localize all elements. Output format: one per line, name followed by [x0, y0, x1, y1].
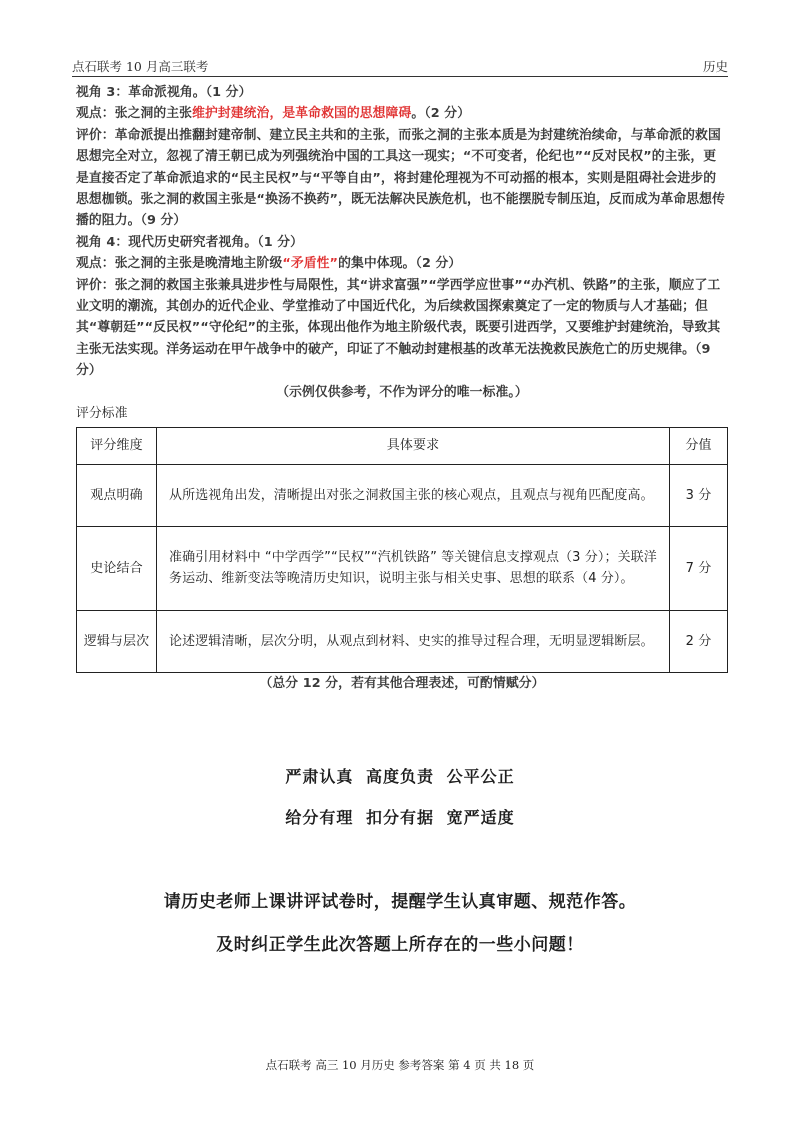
slogan-phrase: 严肃认真 [285, 767, 354, 786]
view3-title: 视角 3：革命派视角。（1 分） [76, 85, 252, 100]
view3-point-highlight-1: 维护封建统治 [192, 106, 270, 122]
slogan-phrase: 高度负责 [365, 767, 434, 786]
view3-comment: 评价：革命派提出推翻封建帝制、建立民主共和的主张，而张之洞的主张本质是为封建统治续命，与革命派的救国思想完全对立，忽视了清王朝已成为列强统治中国的工具这一现实；“不可变者，伦纪也”“反对民权”的主张，更是直接否定了革命派追求的“民主民权”与“平等自由”，将封建伦理视为不可动摇的根本，实则是阻碍社会进步的思想枷锁。张之洞的救国主张是“换汤不换药”，既无法解决民族危机，也不能摆脱专制压迫，反而成为革命思想传播的阻力。（9 分） [76, 127, 725, 229]
total-note: （总分 12 分，若有其他合理表述，可酌情赋分） [259, 675, 545, 691]
answer-content [76, 82, 728, 694]
subject-name: 历史 [702, 59, 728, 74]
view3-point-highlight-2: 是革命救国的思想障碍 [282, 106, 412, 122]
teacher-notice-line-2: 及时纠正学生此次答题上所存在的一些小问题！ [216, 935, 584, 955]
teacher-notice-line-1: 请历史老师上课讲评试卷时，提醒学生认真审题、规范作答。 [163, 892, 637, 912]
view4-point-suffix: 的集中体现。（2 分） [338, 256, 462, 272]
rubric-row [77, 464, 728, 526]
rubric-caption: 评分标准 [76, 406, 128, 422]
row-requirement: 准确引用材料中 “中学西学”“民权”“汽机铁路” 等关键信息支撑观点（3 分）；关联洋务运动、维新变法等晚清历史知识，说明主张与相关史事、思想的联系（4 分）。 [157, 526, 670, 610]
view3-point [76, 103, 728, 124]
row-score: 2 分 [670, 610, 728, 672]
header-dimension: 评分维度 [77, 427, 157, 464]
rubric-row [77, 526, 728, 610]
row-dimension: 史论结合 [77, 526, 157, 610]
row-requirement: 从所选视角出发，清晰提出对张之洞救国主张的核心观点，且观点与视角匹配度高。 [157, 464, 670, 526]
rubric-table [76, 427, 728, 673]
view3-point-suffix: 。（2 分） [411, 106, 471, 122]
slogan-phrase: 宽严适度 [446, 808, 515, 827]
header-requirement: 具体要求 [157, 427, 670, 464]
view4-title: 视角 4：现代历史研究者视角。（1 分） [76, 234, 304, 250]
row-requirement: 论述逻辑清晰，层次分明，从观点到材料、史实的推导过程合理，无明显逻辑断层。 [157, 610, 670, 672]
view4-point-prefix: 观点：张之洞的主张是晚清地主阶级 [76, 256, 283, 272]
rubric-row [77, 610, 728, 672]
page-footer: 点石联考 高三 10 月历史 参考答案 第 4 页 共 18 页 [265, 1058, 535, 1072]
row-dimension: 观点明确 [77, 464, 157, 526]
row-score: 7 分 [670, 526, 728, 610]
slogan-phrase: 给分有理 [285, 808, 354, 827]
header-score: 分值 [670, 427, 728, 464]
row-dimension: 逻辑与层次 [77, 610, 157, 672]
page-header [72, 56, 728, 77]
slogan-phrase: 扣分有据 [365, 808, 434, 827]
row-score: 3 分 [670, 464, 728, 526]
view4-point [76, 253, 728, 274]
example-note: （示例仅供参考，不作为评分的唯一标准。） [276, 384, 528, 400]
exam-name: 点石联考 10 月高三联考 [72, 59, 209, 74]
slogan-line-1 [0, 764, 800, 787]
view3-point-prefix: 观点：张之洞的主张 [76, 106, 193, 122]
view4-point-highlight: “矛盾性” [282, 256, 339, 272]
view3-point-comma: ， [269, 106, 283, 122]
slogan-line-2 [0, 805, 800, 828]
view4-comment: 评价：张之洞的救国主张兼具进步性与局限性，其“讲求富强”“学西学应世事”“办汽机、铁路”的主张，顺应了工业文明的潮流，其创办的近代企业、学堂推动了中国近代化，为后续救国探索奠定了一定的物质与人才基础；但其“尊朝廷”“反民权”“守伦纪”的主张，体现出他作为地主阶级代表，既要引进西学，又要维护封建统治，导致其主张无法实现。洋务运动在甲午战争中的破产，印证了不触动封建根基的改革无法挽救民族危亡的历史规律。（9 分） [76, 277, 721, 379]
rubric-header-row [77, 427, 728, 464]
slogan-phrase: 公平公正 [446, 767, 515, 786]
